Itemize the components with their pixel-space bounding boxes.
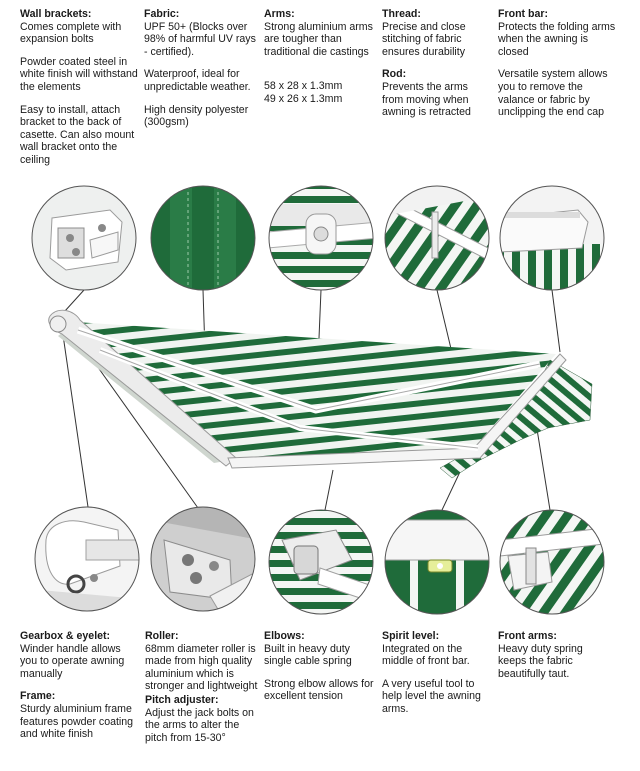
rod-heading: Rod: (382, 68, 407, 81)
elbow-icon (268, 510, 378, 620)
pitch-adjuster-icon (150, 506, 260, 616)
elbows-text-2: Strong elbow allows for excellent tension (264, 677, 374, 703)
thread-heading: Thread: (382, 8, 421, 20)
gearbox-icon (34, 506, 144, 616)
awning-end-cap (50, 316, 66, 332)
fabric-text-3: High density polyester (300gsm) (144, 103, 249, 129)
arms-dimension-2: 49 x 26 x 1.3mm (264, 92, 343, 105)
front-bar-text-1: Protects the folding arms when the awning is closed (498, 20, 616, 58)
pitch-heading: Pitch adjuster: (145, 693, 219, 706)
elbows-heading: Elbows: (264, 630, 305, 642)
spirit-level-heading: Spirit level: (382, 630, 440, 642)
arm-joint-icon (268, 186, 378, 296)
leader-elbow (325, 470, 333, 510)
roller-info (145, 630, 259, 744)
front-bar-endcap-icon (500, 186, 610, 296)
rod-icon (384, 186, 494, 296)
arms-heading: Arms: (264, 8, 295, 20)
front-arms-text-1: Heavy duty spring keeps the fabric beautifully taut. (498, 642, 583, 680)
fabric-text-1: UPF 50+ (Blocks over 98% of harmful UV rays - certified). (144, 20, 256, 58)
front-arms-heading: Front arms: (498, 630, 557, 642)
wall-bracket-icon (30, 186, 140, 296)
front-arm-icon (500, 510, 610, 620)
awning (49, 310, 592, 478)
arms-dimension-1: 58 x 28 x 1.3mm (264, 80, 343, 93)
leader-front-bar (552, 290, 560, 352)
fabric-text-2: Waterproof, ideal for unpredictable weather. (144, 68, 251, 93)
gearbox-text-1: Winder handle allows you to operate awning manually (20, 642, 125, 680)
fabric-heading: Fabric: (144, 8, 180, 20)
front-bar-text-2: Versatile system allows you to remove the valance or fabric by unclipping the end cap (498, 68, 608, 119)
gearbox-info (20, 630, 140, 741)
spirit-level-icon (384, 510, 494, 620)
wall-brackets-text-2: Powder coated steel in white finish will withstand the elements (20, 55, 138, 93)
elbows-text-1: Built in heavy duty single cable spring (264, 642, 352, 668)
spirit-level-info (382, 630, 492, 716)
spirit-level-text-1: Integrated on the middle of front bar. (382, 642, 470, 668)
gearbox-heading: Gearbox & eyelet: (20, 630, 111, 642)
rod-text-1: Prevents the arms from moving when awning is retracted (382, 80, 471, 119)
front-arms-info (498, 630, 610, 680)
fabric-seam-icon (150, 186, 260, 296)
spirit-level-text-2: A very useful tool to help level the awning arms. (382, 677, 481, 715)
elbows-info (264, 630, 376, 703)
wall-brackets-heading: Wall brackets: (20, 8, 92, 20)
frame-text-1: Sturdy aluminium frame features powder coating and white finish (20, 702, 134, 741)
roller-text-1: 68mm diameter roller is made from high quality aluminium which is stronger and lightweight (145, 642, 258, 693)
pitch-text-1: Adjust the jack bolts on the arms to alter the pitch from 15-30° (145, 706, 254, 744)
roller-heading: Roller: (145, 630, 179, 642)
wall-brackets-text-3: Easy to install, attach bracket to the back of casette. Can also mount wall bracket onto the ceiling (20, 103, 135, 166)
arms-text-1: Strong aluminium arms are tougher than traditional die castings (264, 20, 373, 58)
thread-text-1: Precise and close stitching of fabric ensures durability (382, 20, 466, 58)
front-bar-heading: Front bar: (498, 8, 549, 20)
wall-brackets-text-1: Comes complete with expansion bolts (20, 20, 122, 46)
frame-heading: Frame: (20, 690, 56, 703)
